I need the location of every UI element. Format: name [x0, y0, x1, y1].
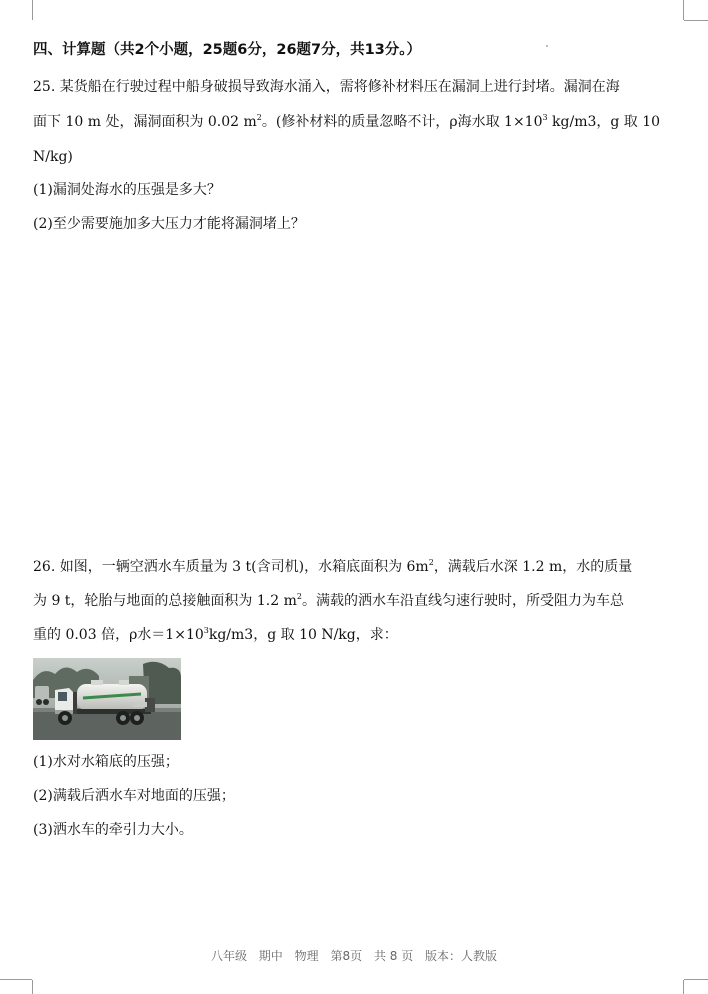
- crop-mark-top-left: [0, 0, 33, 20]
- q26-line3-a: 重的 0.03 倍，ρ水＝1×10: [33, 627, 204, 643]
- q25-line2-sup2: 3: [542, 113, 548, 122]
- footer-total: 共 8 页: [373, 949, 414, 963]
- page-footer: [0, 947, 708, 964]
- q26-line1: [33, 558, 632, 576]
- water-truck-photo: [33, 658, 181, 740]
- q25-line1: 25. 某货船在行驶过程中船身破损导致海水涌入，需将修补材料压在漏洞上进行封堵。漏洞在海: [33, 79, 620, 95]
- q26-line3-sup: 3: [203, 626, 209, 635]
- section-title: 四、计算题（共2个小题，25题6分，26题7分，共13分。）: [33, 42, 422, 58]
- q26-line2-a: 为 9 t，轮胎与地面的总接触面积为 1.2 m: [33, 593, 297, 609]
- q26-line2-sup: 2: [296, 592, 302, 601]
- q25-line2-sup: 2: [256, 113, 262, 122]
- q26-line1-b: ，满载后水深 1.2 m，水的质量: [433, 559, 633, 575]
- q25-line2: [33, 113, 660, 131]
- q26-sub1: (1)水对水箱底的压强；: [33, 754, 179, 770]
- crop-mark-top-right: [683, 0, 708, 20]
- footer-version: 版本：人教版: [425, 949, 498, 963]
- q25-line2-c: kg/m3，g 取 10: [547, 114, 661, 130]
- q26-line2: [33, 592, 624, 610]
- crop-mark-bottom-left-h: [0, 979, 32, 980]
- crop-mark-bottom-right-h: [684, 979, 708, 980]
- q25-sub2: (2)至少需要施加多大压力才能将漏洞堵上？: [33, 216, 305, 232]
- q26-line3: [33, 626, 398, 644]
- footer-page: 第8页: [330, 949, 363, 963]
- footer-grade: 八年级: [210, 949, 247, 963]
- crop-mark-top-right-h: [684, 20, 708, 21]
- q26-line1-a: 26. 如图，一辆空洒水车质量为 3 t(含司机)，水箱底面积为 6m: [33, 559, 429, 575]
- q26-line3-b: kg/m3，g 取 10 N/kg，求：: [208, 627, 398, 643]
- speck: [546, 45, 548, 47]
- footer-term: 期中: [258, 949, 283, 963]
- crop-mark-bottom-left: [0, 980, 33, 994]
- q25-line3: N/kg): [33, 149, 73, 165]
- footer-subject: 物理: [294, 949, 319, 963]
- q26-line2-b: 。满载的洒水车沿直线匀速行驶时，所受阻力为车总: [301, 593, 624, 609]
- q26-sub2: (2)满载后洒水车对地面的压强；: [33, 788, 235, 804]
- crop-mark-bottom-right: [683, 980, 708, 994]
- q26-sub3: (3)洒水车的牵引力大小。: [33, 822, 193, 838]
- q25-line2-b: 。(修补材料的质量忽略不计，ρ海水取 1×10: [261, 114, 543, 130]
- water-truck-photo-icon: [33, 658, 181, 740]
- q26-line1-sup: 2: [428, 558, 434, 567]
- q25-sub1: (1)漏洞处海水的压强是多大？: [33, 182, 221, 198]
- q25-line2-a: 面下 10 m 处，漏洞面积为 0.02 m: [33, 114, 257, 130]
